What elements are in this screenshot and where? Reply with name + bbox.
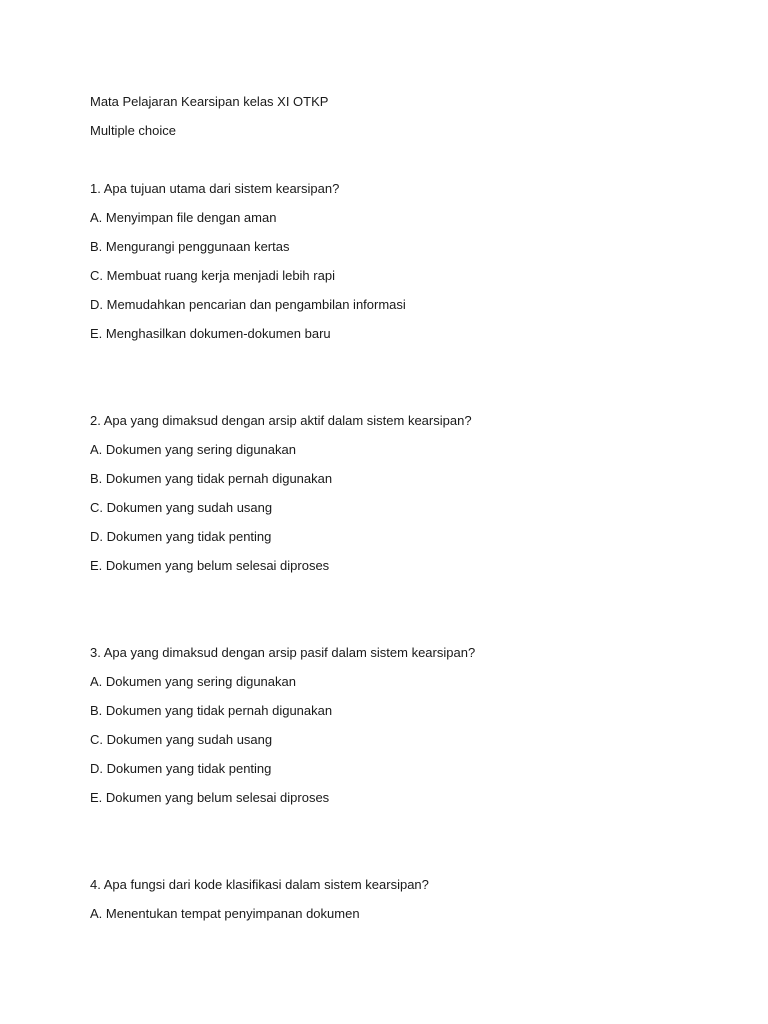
- answer-option: B. Dokumen yang tidak pernah digunakan: [90, 471, 333, 486]
- answer-option: E. Dokumen yang belum selesai diproses: [90, 790, 330, 805]
- answer-option: B. Dokumen yang tidak pernah digunakan: [90, 703, 333, 718]
- question-text: 4. Apa fungsi dari kode klasifikasi dalam sistem kearsipan?: [90, 877, 429, 892]
- question-block-4: [90, 877, 730, 922]
- document-subtitle: Multiple choice: [90, 123, 176, 138]
- answer-option: A. Dokumen yang sering digunakan: [90, 442, 296, 457]
- answer-option: E. Dokumen yang belum selesai diproses: [90, 558, 330, 573]
- answer-option: C. Dokumen yang sudah usang: [90, 732, 273, 747]
- answer-option: C. Dokumen yang sudah usang: [90, 500, 273, 515]
- answer-option: A. Dokumen yang sering digunakan: [90, 674, 296, 689]
- question-block-3: [90, 645, 730, 806]
- answer-option: D. Dokumen yang tidak penting: [90, 529, 272, 544]
- answer-option: C. Membuat ruang kerja menjadi lebih rapi: [90, 268, 335, 283]
- question-block-1: [90, 181, 730, 342]
- question-text: 2. Apa yang dimaksud dengan arsip aktif dalam sistem kearsipan?: [90, 413, 472, 428]
- answer-option: D. Dokumen yang tidak penting: [90, 761, 272, 776]
- document-page: [90, 94, 730, 935]
- question-block-2: [90, 413, 730, 574]
- question-text: 3. Apa yang dimaksud dengan arsip pasif dalam sistem kearsipan?: [90, 645, 476, 660]
- answer-option: D. Memudahkan pencarian dan pengambilan informasi: [90, 297, 406, 312]
- question-text: 1. Apa tujuan utama dari sistem kearsipan?: [90, 181, 340, 196]
- answer-option: A. Menyimpan file dengan aman: [90, 210, 277, 225]
- document-title: Mata Pelajaran Kearsipan kelas XI OTKP: [90, 94, 329, 109]
- answer-option: B. Mengurangi penggunaan kertas: [90, 239, 290, 254]
- answer-option: A. Menentukan tempat penyimpanan dokumen: [90, 906, 360, 921]
- answer-option: E. Menghasilkan dokumen-dokumen baru: [90, 326, 331, 341]
